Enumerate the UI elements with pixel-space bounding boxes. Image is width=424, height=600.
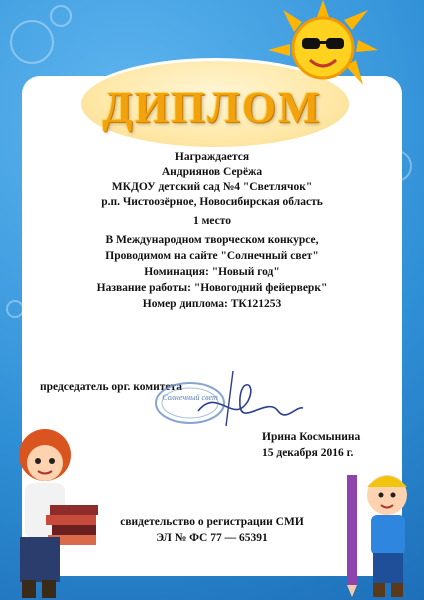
location: р.п. Чистоозёрное, Новосибирская область: [101, 196, 323, 208]
contest-site-line: Проводимом на сайте "Солнечный свет": [105, 250, 319, 262]
recipient-name: Андриянов Серёжа: [161, 166, 263, 178]
registration-number: ЭЛ № ФС 77 — 65391: [156, 532, 268, 544]
signer-name: Ирина Космынина: [262, 431, 361, 443]
signature-icon: [178, 366, 308, 436]
certificate-title: ДИПЛОМ: [102, 83, 322, 132]
registration-label: свидетельство о регистрации СМИ: [120, 516, 304, 528]
bubble-decoration: [10, 20, 54, 64]
stamp-text: Солнечный свет: [162, 393, 218, 402]
bubble-decoration: [50, 5, 72, 27]
sun-with-sunglasses-icon: [268, 0, 378, 90]
nomination: Номинация: "Новый год": [144, 266, 280, 278]
work-title: Название работы: "Новогодний фейерверк": [96, 282, 328, 294]
diploma-number: Номер диплома: ТК121253: [142, 298, 282, 310]
awarded-label: Награждается: [174, 151, 250, 163]
institution: МКДОУ детский сад №4 "Светлячок": [111, 181, 313, 193]
boy-with-pencil-icon: [345, 465, 424, 600]
place: 1 место: [192, 215, 232, 227]
girl-with-books-icon: [0, 425, 100, 600]
signature-date: 15 декабря 2016 г.: [262, 447, 354, 459]
contest-line: В Международном творческом конкурсе,: [105, 234, 319, 246]
chair-label: председатель орг. комитета: [40, 381, 182, 393]
